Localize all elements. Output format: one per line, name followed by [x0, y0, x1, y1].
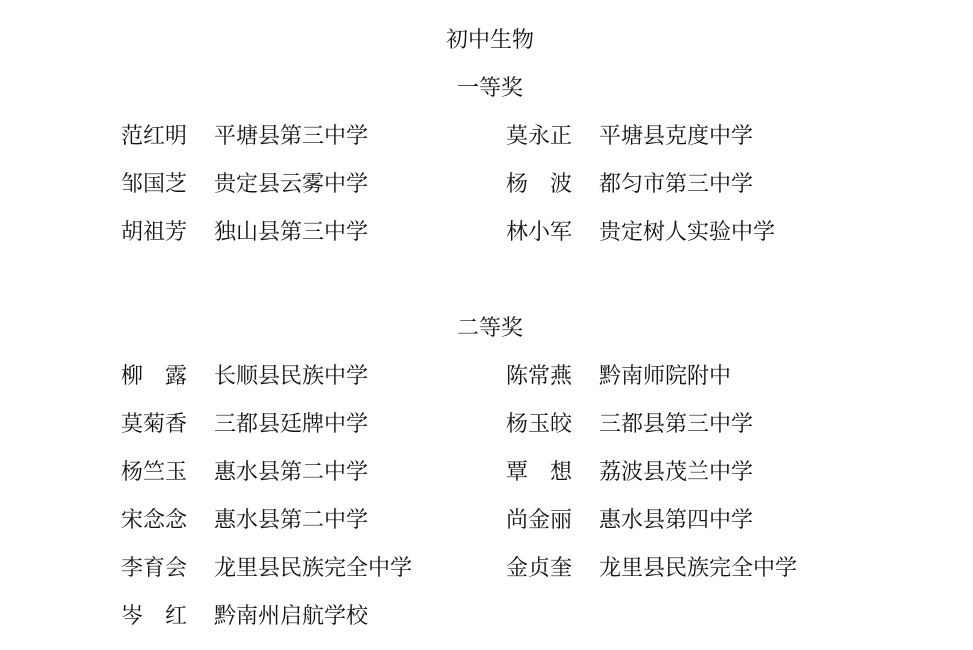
winner-name: 陈常燕 [506, 364, 573, 389]
winner-name: 李育会 [121, 556, 188, 581]
winner-name: 莫永正 [506, 124, 573, 149]
award-row [121, 458, 941, 506]
award-entry [506, 218, 775, 248]
school-name: 惠水县第二中学 [214, 460, 369, 485]
winner-name: 林小军 [506, 220, 573, 245]
award-row [121, 554, 941, 602]
award-entry [121, 602, 368, 632]
school-name: 龙里县民族完全中学 [599, 556, 798, 581]
award-entry [121, 410, 368, 440]
award-row [121, 218, 941, 266]
school-name: 平塘县第三中学 [214, 124, 369, 149]
school-name: 黔南州启航学校 [214, 604, 369, 629]
award-entry [121, 554, 412, 584]
winner-name: 莫菊香 [121, 412, 188, 437]
award-entry [121, 362, 368, 392]
first-prize-list [121, 122, 941, 266]
school-name: 独山县第三中学 [214, 220, 369, 245]
second-prize-heading: 二等奖 [456, 316, 523, 341]
award-entry [506, 122, 753, 152]
school-name: 三都县廷牌中学 [214, 412, 369, 437]
winner-name: 胡祖芳 [121, 220, 188, 245]
document-title: 初中生物 [445, 28, 534, 53]
award-entry [121, 458, 368, 488]
second-prize-list [121, 362, 941, 650]
school-name: 惠水县第二中学 [214, 508, 369, 533]
award-entry [506, 170, 753, 200]
school-name: 三都县第三中学 [599, 412, 754, 437]
award-entry [506, 458, 753, 488]
award-row [121, 170, 941, 218]
school-name: 黔南师院附中 [599, 364, 732, 389]
school-name: 荔波县茂兰中学 [599, 460, 754, 485]
school-name: 惠水县第四中学 [599, 508, 754, 533]
award-row [121, 410, 941, 458]
award-row [121, 602, 941, 650]
award-row [121, 362, 941, 410]
winner-name: 尚金丽 [506, 508, 573, 533]
award-entry [506, 506, 753, 536]
award-entry [506, 410, 753, 440]
award-entry [121, 170, 368, 200]
award-entry [506, 554, 797, 584]
school-name: 龙里县民族完全中学 [214, 556, 413, 581]
winner-name: 岑 红 [121, 604, 188, 629]
award-entry [121, 506, 368, 536]
school-name: 贵定县云雾中学 [214, 172, 369, 197]
winner-name: 覃 想 [506, 460, 573, 485]
winner-name: 邹国芝 [121, 172, 188, 197]
winner-name: 范红明 [121, 124, 188, 149]
winner-name: 杨 波 [506, 172, 573, 197]
school-name: 长顺县民族中学 [214, 364, 369, 389]
award-row [121, 506, 941, 554]
award-entry [121, 218, 368, 248]
winner-name: 金贞奎 [506, 556, 573, 581]
school-name: 都匀市第三中学 [599, 172, 754, 197]
winner-name: 宋念念 [121, 508, 188, 533]
award-entry [121, 122, 368, 152]
winner-name: 杨玉皎 [506, 412, 573, 437]
school-name: 贵定树人实验中学 [599, 220, 776, 245]
award-row [121, 122, 941, 170]
winner-name: 杨竺玉 [121, 460, 188, 485]
award-entry [506, 362, 731, 392]
first-prize-heading: 一等奖 [456, 76, 523, 101]
winner-name: 柳 露 [121, 364, 188, 389]
school-name: 平塘县克度中学 [599, 124, 754, 149]
